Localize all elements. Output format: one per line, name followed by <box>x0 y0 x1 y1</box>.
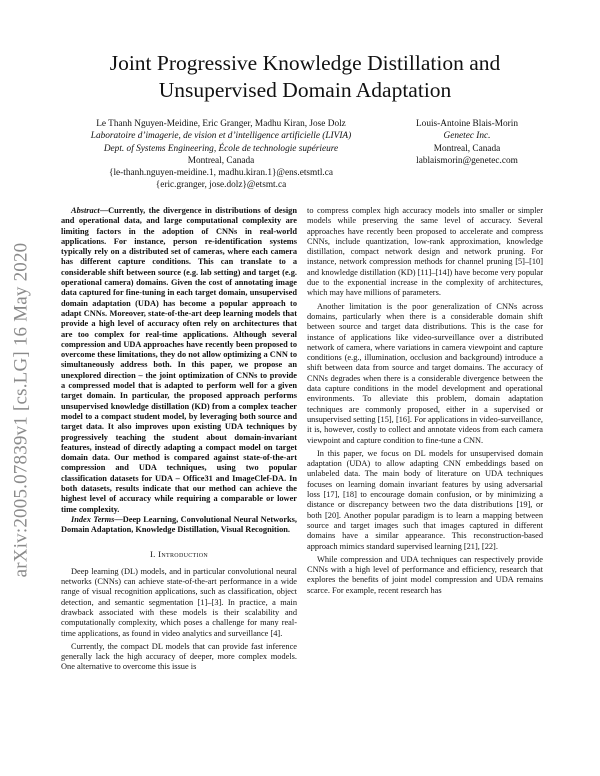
author-org: Genetec Inc. <box>443 131 491 142</box>
author-block-left <box>66 118 376 192</box>
paragraph: In this paper, we focus on DL models for unsupervised domain adaptation (UDA) to allow adapting CNN embeddings based on unlabeled data. The main body of literature on UDA techniques focuses on learning domain invariant features by using adversarial loss [17], [18] to encourage domain confusion, or by minimizing a distance or discrepancy between two the data distributions [19], or both [20]. Another popular paradigm is to learn a mapping between source and target images such that images captured in different domains have a similar appearance. This reconstruction-based approach mimics standard supervised learning [21], [22]. <box>307 448 543 551</box>
arxiv-stamp <box>6 150 36 670</box>
paragraph: Another limitation is the poor generalization of CNNs across domains, particularly when there is a considerable domain shift between source and target data distributions. This is the case for instance of applications like video-surveillance over a distributed network of camera, where variations in camera viewpoint and capture conditions (e.g., illumination, occlusion and background) introduce a shift between data from source and target domains. The accuracy of CNNs degrades when there is a considerable divergence between the data capture conditions in the model development and operational environments. To alleviate this problem, domain adaptation techniques are commonly proposed, either in a supervised or unsupervised setting [15], [16]. For applications in video-surveillance, it is, however, costly to collect and annotate videos from each camera viewpoint and capture condition to fine-tune a CNN. <box>307 301 543 445</box>
index-terms <box>61 515 297 536</box>
abstract-label: Abstract <box>71 206 100 215</box>
author-dept: Dept. of Systems Engineering, École de technologie supérieure <box>103 143 339 154</box>
author-city: Montreal, Canada <box>433 143 501 154</box>
author-email-1: {le-thanh.nguyen-meidine.1, madhu.kiran.1}@ens.etsmtl.ca <box>108 168 334 179</box>
paper-title: Joint Progressive Knowledge Distillation and Unsupervised Domain Adaptation <box>109 51 501 102</box>
author-block-right <box>392 118 542 167</box>
arxiv-id: arXiv:2005.07839v1 [cs.LG] 16 May 2020 <box>10 242 31 578</box>
index-terms-text: —Deep Learning, Convolutional Neural Networks, Domain Adaptation, Knowledge Distillation, Visual Recognition. <box>61 514 297 535</box>
right-column <box>307 206 543 599</box>
abstract-text: —Currently, the divergence in distributions of design and operational data, and large computational complexity are limiting factors in the adoption of CNNs in real-world applications. For instance, person re-identification systems typically rely on a distributed set of cameras, where each camera has different capture conditions. This can translate to a considerable shift between source (e.g. lab setting) and target (e.g. operational camera) domains. Given the cost of annotating image data captured for fine-tuning in each target domain, unsupervised domain adaptation (UDA) has become a popular approach to adapt CNNs. Moreover, state-of-the-art deep learning models that provide a high level of accuracy often rely on architectures that are too complex for real-time applications. Although several compression and UDA approaches have recently been proposed to overcome these limitations, they do not allow optimizing a CNN to simultaneously address both. In this paper, we propose an unexplored direction – the joint optimization of CNNs to provide a compressed model that is adapted to perform well for a given target domain. In particular, the proposed approach performs unsupervised knowledge distillation (KD) from a complex teacher model to a compact student model, by leveraging both source and target data. It also improves upon existing UDA techniques by progressively teaching the student about domain-invariant features, instead of directly adapting a compact model on target domain data. Our method is compared against state-of-the-art compression and UDA techniques, using two popular classification datasets for UDA – Office31 and ImageClef-DA. In both datasets, results indicate that our method can achieve the highest level of accuracy while requiring a comparable or lower time complexity. <box>61 206 297 514</box>
author-name: Louis-Antoine Blais-Morin <box>416 119 518 129</box>
section-heading: I. Introduction <box>149 548 209 559</box>
paragraph: While compression and UDA techniques can respectively provide CNNs with a high level of performance and efficiency, research that explores the benefits of joint model compression and UDA remains scarce. For example, recent research has <box>307 554 543 595</box>
author-city: Montreal, Canada <box>187 155 255 166</box>
author-email-2: {eric.granger, jose.dolz}@etsmt.ca <box>155 180 287 191</box>
index-terms-label: Index Terms <box>71 514 115 524</box>
paragraph: Currently, the compact DL models that can provide fast inference generally lack the high accuracy of deeper, more complex models. One alternative to overcome this issue is <box>61 641 297 672</box>
left-column <box>61 206 297 676</box>
abstract <box>61 206 297 515</box>
author-lab: Laboratoire d’imagerie, de vision et d’intelligence artificielle (LIVIA) <box>90 131 352 142</box>
paragraph: to compress complex high accuracy models into smaller or simpler models while preserving the same level of accuracy. Several approaches have recently been proposed to accelerate and compress CNNs, include quantization, low-rank approximation, knowledge distillation, compact network design and network pruning. For instance, network compression methods for channel pruning [5]–[10] and knowledge distillation (KD) [11]–[14]) have become very popular due to the exponential increase in the complexity of architectures, which may have millions of parameters. <box>307 206 543 298</box>
author-email: lablaismorin@genetec.com <box>416 155 518 166</box>
author-names: Le Thanh Nguyen-Meidine, Eric Granger, Madhu Kiran, Jose Dolz <box>96 119 346 129</box>
paragraph: Deep learning (DL) models, and in particular convolutional neural networks (CNNs) can achieve state-of-the-art performance in a wide range of visual recognition applications, such as classification, object detection, and semantic segmentation [1]–[3]. In practice, a main drawback associated with these models is their scalability and computationally complexity, which poses a challenge for many real-time applications, as found in video analytics and surveillance [4]. <box>61 566 297 638</box>
